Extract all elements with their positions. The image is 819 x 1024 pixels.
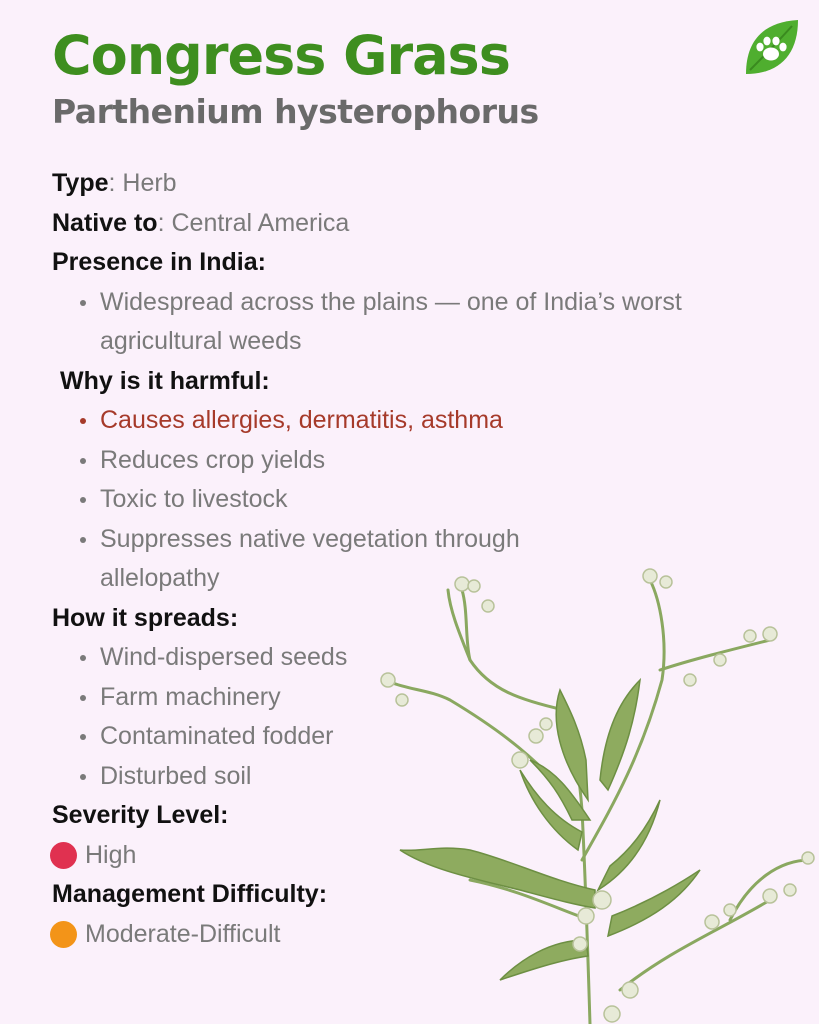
difficulty-dot (50, 921, 77, 948)
list-item: Reduces crop yields (100, 441, 732, 481)
severity-heading: Severity Level: (52, 801, 229, 829)
severity-value: High (85, 840, 137, 869)
plant-illustration (350, 560, 819, 1024)
native-row (52, 204, 732, 244)
page-title: Congress Grass (52, 24, 510, 87)
list-item: Farm machinery (100, 678, 732, 718)
list-item: Suppresses native vegetation through allelopathy (100, 520, 590, 599)
spread-heading: How it spreads: (52, 603, 239, 632)
scientific-name: Parthenium hysterophorus (52, 92, 539, 131)
presence-heading: Presence in India: (52, 248, 266, 276)
difficulty-heading: Management Difficulty: (52, 880, 328, 908)
native-label: Native to (52, 208, 158, 237)
harmful-heading: Why is it harmful: (60, 366, 270, 395)
list-item: Causes allergies, dermatitis, asthma (100, 401, 732, 441)
type-label: Type (52, 169, 109, 197)
difficulty-value: Moderate-Difficult (85, 919, 281, 948)
list-item: Wind-dispersed seeds (100, 638, 732, 678)
presence-list (52, 283, 732, 362)
list-item: Contaminated fodder (100, 717, 732, 757)
list-item: Widespread across the plains — one of India’s worst agricultural weeds (100, 283, 732, 362)
type-value: : Herb (108, 169, 177, 197)
type-row (52, 164, 732, 204)
native-value: : Central America (157, 208, 350, 237)
paw-leaf-icon (740, 16, 802, 78)
list-item: Disturbed soil (100, 757, 732, 797)
severity-dot (50, 842, 77, 869)
list-item: Toxic to livestock (100, 480, 732, 520)
